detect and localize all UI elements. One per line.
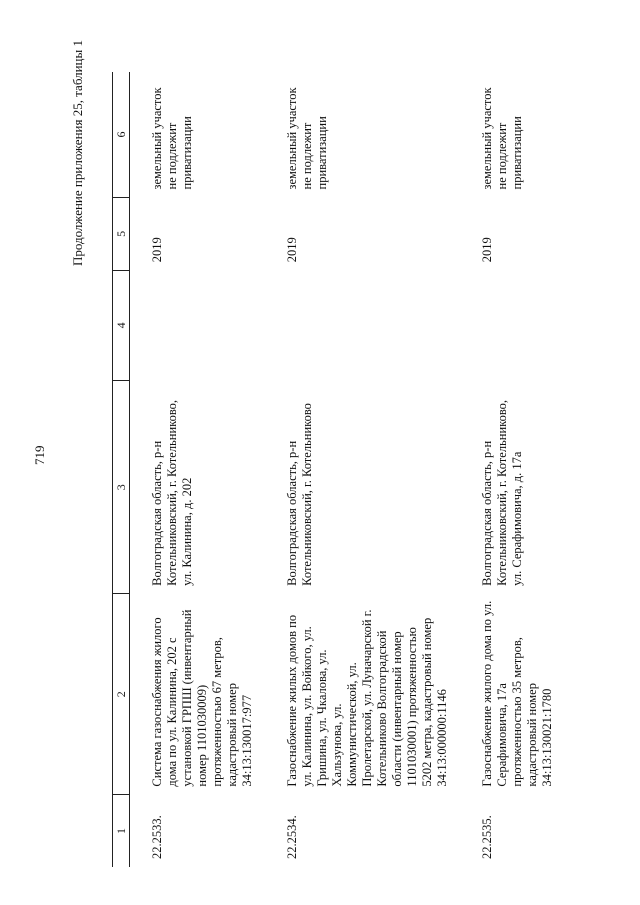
page-number: 719: [32, 445, 47, 465]
column-header: 1: [113, 795, 130, 867]
year: 2019: [285, 237, 299, 263]
table-row: [460, 72, 565, 867]
table-header-row: [113, 72, 130, 867]
column-header: 2: [113, 594, 130, 795]
row-number: 22.2535.: [480, 815, 494, 859]
column-header: 5: [113, 197, 130, 270]
object-address: Волгоградская область, р-н Котельниковский, г. Котельниково: [285, 403, 314, 586]
table-row: [130, 72, 266, 867]
table-row: [265, 72, 460, 867]
note: земельный участок не подлежит приватизации: [480, 87, 524, 190]
object-address: Волгоградская область, р-н Котельниковский, г. Котельниково, ул. Калинина, д. 202: [150, 399, 194, 586]
year: 2019: [150, 237, 164, 263]
row-number: 22.2533.: [150, 815, 164, 859]
column-4-value: [460, 270, 565, 380]
column-header: 4: [113, 270, 130, 380]
object-description: Система газоснабжения жилого дома по ул. Калинина, 202 с установкой ГРПШ (инвентарный номер 1101030009) протяженностью 67 метров, кадастровый номер 34:13:130017:977: [150, 609, 254, 787]
column-header: 3: [113, 381, 130, 594]
column-4-value: [130, 270, 266, 380]
object-address: Волгоградская область, р-н Котельниковский, г. Котельниково, ул. Серафимовича, д. 17а: [480, 399, 524, 586]
object-description: Газоснабжение жилых домов по ул. Калинина, ул. Войкого, ул. Гришина, ул. Чкалова, ул. Хальзунова, ул. Коммунистической, ул. Пролетарской, ул. Луначарской г. Котельниково Волгоградской области (инвентарный номер 1101030001) протяженностью 5202 метра, кадастровый номер 34:13:000000:1146: [285, 609, 449, 787]
object-description: Газоснабжение жилого дома по ул. Серафимовича, 17а протяженностью 35 метров, кадастровый номер 34:13:130021:1780: [480, 600, 554, 787]
registry-table: [112, 72, 565, 867]
note: земельный участок не подлежит приватизации: [150, 87, 194, 190]
year: 2019: [480, 237, 494, 263]
column-4-value: [265, 270, 460, 380]
note: земельный участок не подлежит приватизации: [285, 87, 329, 190]
column-header: 6: [113, 72, 130, 197]
row-number: 22.2534.: [285, 815, 299, 859]
table-caption: Продолжение приложения 25, таблицы 1: [70, 40, 85, 267]
